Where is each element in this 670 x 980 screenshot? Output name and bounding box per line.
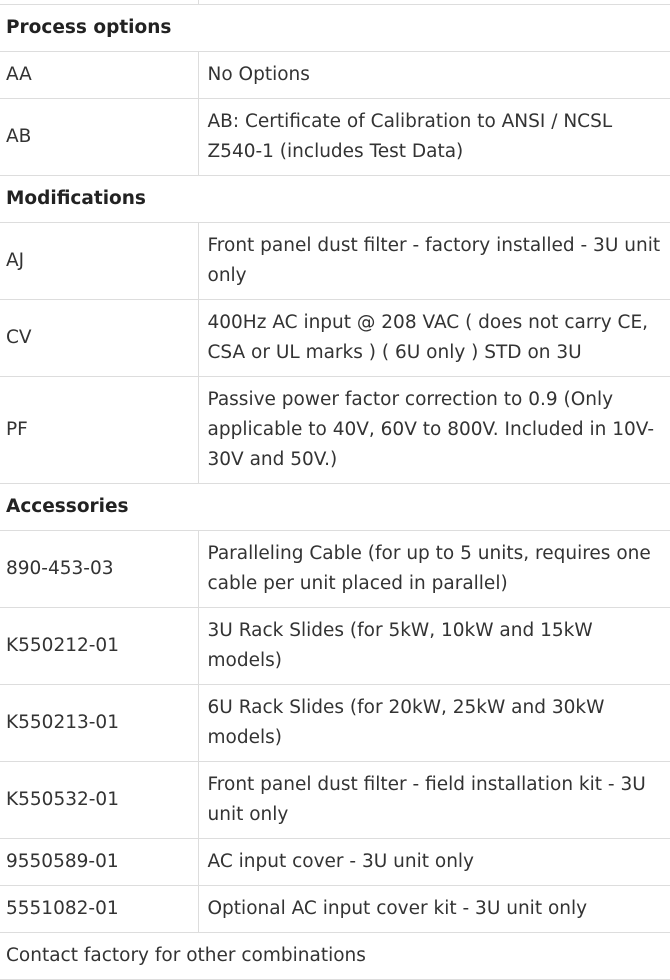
- option-description: AB: Certificate of Calibration to ANSI / NCSL Z540-1 (includes Test Data): [198, 99, 670, 176]
- footer-note: Contact factory for other combinations: [0, 933, 670, 980]
- section-title-process-options: Process options: [0, 5, 670, 52]
- option-code: AA: [0, 52, 198, 99]
- table-top-edge: [0, 0, 670, 5]
- table-row: [0, 531, 670, 608]
- part-description: Optional AC input cover kit - 3U unit only: [198, 886, 670, 933]
- table-row: [0, 223, 670, 300]
- table-row: [0, 377, 670, 484]
- part-number: K550213-01: [0, 685, 198, 762]
- table-row: [0, 886, 670, 933]
- option-code: AB: [0, 99, 198, 176]
- part-description: Paralleling Cable (for up to 5 units, requires one cable per unit placed in parallel): [198, 531, 670, 608]
- part-description: AC input cover - 3U unit only: [198, 839, 670, 886]
- options-table: [0, 5, 670, 980]
- table-row: [0, 52, 670, 99]
- table-row: [0, 839, 670, 886]
- option-description: No Options: [198, 52, 670, 99]
- table-row: [0, 685, 670, 762]
- section-title-accessories: Accessories: [0, 484, 670, 531]
- option-code: PF: [0, 377, 198, 484]
- option-description: 400Hz AC input @ 208 VAC ( does not carry CE, CSA or UL marks ) ( 6U only ) STD on 3U: [198, 300, 670, 377]
- option-code: AJ: [0, 223, 198, 300]
- part-number: 5551082-01: [0, 886, 198, 933]
- option-code: CV: [0, 300, 198, 377]
- table-row: [0, 762, 670, 839]
- table-row: [0, 608, 670, 685]
- section-title-modifications: Modifications: [0, 176, 670, 223]
- part-number: 9550589-01: [0, 839, 198, 886]
- section-header-row: [0, 5, 670, 52]
- part-number: 890-453-03: [0, 531, 198, 608]
- option-description: Front panel dust filter - factory installed - 3U unit only: [198, 223, 670, 300]
- option-description: Passive power factor correction to 0.9 (Only applicable to 40V, 60V to 800V. Included in 10V-30V and 50V.): [198, 377, 670, 484]
- table-row: [0, 99, 670, 176]
- part-number: K550212-01: [0, 608, 198, 685]
- part-number: K550532-01: [0, 762, 198, 839]
- footer-row: [0, 933, 670, 980]
- part-description: 6U Rack Slides (for 20kW, 25kW and 30kW models): [198, 685, 670, 762]
- part-description: Front panel dust filter - field installation kit - 3U unit only: [198, 762, 670, 839]
- part-description: 3U Rack Slides (for 5kW, 10kW and 15kW models): [198, 608, 670, 685]
- section-header-row: [0, 176, 670, 223]
- section-header-row: [0, 484, 670, 531]
- table-row: [0, 300, 670, 377]
